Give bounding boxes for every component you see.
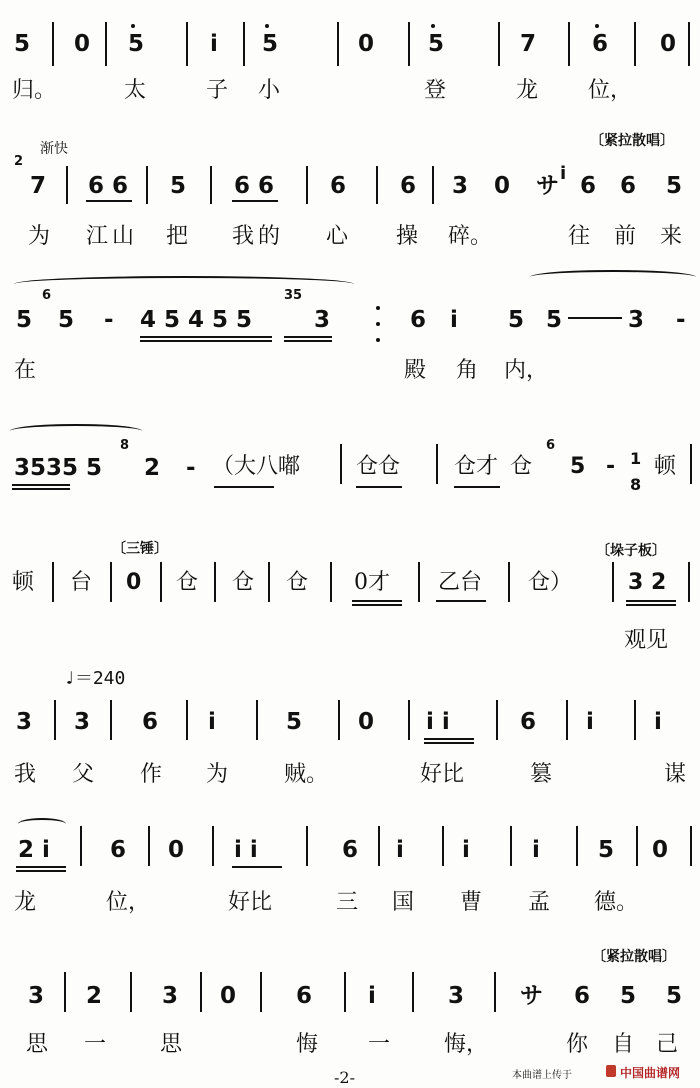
lyric: 一	[84, 1032, 107, 1057]
note: 5	[170, 173, 187, 199]
note: 6	[580, 173, 597, 199]
lyric: 德。	[594, 890, 639, 915]
lyric: 碎。	[448, 224, 493, 249]
note: 0	[126, 570, 142, 595]
lyric: 谋	[664, 762, 687, 787]
octave-dot	[431, 24, 435, 28]
section-mark: 〔紧拉散唱〕	[592, 949, 676, 965]
note: サ	[536, 173, 559, 199]
note: -	[186, 455, 196, 481]
beam	[356, 486, 402, 488]
barline	[442, 826, 444, 866]
note: i i	[426, 709, 450, 735]
grace-note: 2	[14, 154, 24, 169]
beam	[626, 600, 676, 602]
note: 5	[16, 307, 33, 333]
notation-row-3	[0, 304, 700, 336]
barline	[186, 700, 188, 740]
percussion-text: 仓	[176, 570, 199, 595]
lyric: 一	[368, 1032, 391, 1057]
barline	[566, 700, 568, 740]
barline	[160, 562, 162, 602]
lyric-row-6	[0, 760, 700, 790]
note: 6	[296, 983, 313, 1009]
note: 5	[428, 31, 445, 57]
barline	[148, 826, 150, 866]
barline	[80, 826, 82, 866]
note: i i	[234, 837, 258, 863]
beam	[232, 866, 282, 868]
notation-row-8	[0, 980, 700, 1012]
beam	[12, 488, 70, 490]
note: 0	[74, 31, 91, 57]
note: 7	[520, 31, 537, 57]
lyric: 归。	[12, 78, 57, 103]
beam	[12, 484, 70, 486]
percussion-text: 顿	[654, 454, 677, 479]
lyric: 的	[258, 224, 281, 249]
barline	[330, 562, 332, 602]
lyric: 我	[14, 762, 37, 787]
note: 5	[262, 31, 279, 57]
lyric: 三	[336, 890, 359, 915]
beam	[424, 742, 474, 744]
note: 6	[574, 983, 591, 1009]
lyric: 国	[392, 890, 415, 915]
note: 0	[652, 837, 669, 863]
repeat-dot	[376, 306, 380, 310]
lyric: 贼。	[284, 762, 329, 787]
note: i	[462, 837, 470, 863]
lyric: 自	[612, 1032, 635, 1057]
barline	[510, 826, 512, 866]
lyric: 登	[424, 78, 447, 103]
barline	[634, 700, 636, 740]
grace-note: 35	[284, 288, 303, 303]
lyric: 思	[26, 1032, 49, 1057]
barline	[260, 972, 262, 1012]
tempo-marking: ♩＝240	[64, 668, 126, 689]
note: 5	[546, 307, 563, 333]
beam	[140, 336, 272, 338]
lyric-row-8	[0, 1030, 700, 1060]
barline	[110, 562, 112, 602]
barline	[408, 22, 410, 66]
note: i	[654, 709, 662, 735]
barline	[576, 826, 578, 866]
beam	[86, 200, 132, 202]
octave-dot	[131, 24, 135, 28]
percussion-text: 顿	[12, 570, 35, 595]
section-mark: 〔垛子板〕	[596, 543, 666, 559]
note: 0	[358, 709, 375, 735]
note: 5	[666, 173, 683, 199]
note: 5	[58, 307, 75, 333]
lyric: 我	[232, 224, 255, 249]
beam	[454, 486, 500, 488]
barline	[636, 826, 638, 866]
lyric: 往	[568, 224, 591, 249]
barline	[412, 972, 414, 1012]
note: 0	[494, 173, 511, 199]
note: 5	[570, 454, 586, 479]
lyric-row-1	[0, 76, 700, 106]
note: 6	[410, 307, 427, 333]
tempo-mark: 渐快	[40, 141, 68, 157]
barline	[436, 444, 438, 484]
note: -	[606, 454, 616, 479]
barline	[340, 444, 342, 484]
lyric: 为	[28, 224, 51, 249]
beam	[214, 486, 274, 488]
percussion-text: 仓仓	[356, 454, 401, 479]
phrase-slur	[530, 270, 696, 284]
grace-note: 6	[546, 438, 556, 453]
fraction-denominator: 8	[630, 475, 642, 494]
beam	[284, 336, 332, 338]
note: 0	[358, 31, 375, 57]
note: 5	[286, 709, 303, 735]
lyric: 己	[656, 1032, 679, 1057]
lyric: 观见	[624, 628, 669, 653]
percussion-text: 仓）	[528, 570, 573, 595]
barline	[214, 562, 216, 602]
lyric: 作	[140, 762, 163, 787]
note: 2 i	[18, 837, 50, 863]
beam	[352, 604, 402, 606]
phrase-slur	[18, 818, 66, 830]
note: 6 6	[234, 173, 275, 199]
note: 6	[620, 173, 637, 199]
note: i	[210, 31, 218, 57]
lyric: 角	[456, 358, 479, 383]
barline	[52, 562, 54, 602]
barline	[338, 700, 340, 740]
lyric: 江	[86, 224, 109, 249]
beam	[16, 866, 66, 868]
lyric: 殿	[404, 358, 427, 383]
note: サ	[520, 983, 543, 1009]
barline	[210, 166, 212, 204]
percussion-row-4	[0, 449, 700, 494]
lyric-row-2	[0, 222, 700, 252]
note: 3	[628, 307, 645, 333]
note: 3	[28, 983, 45, 1009]
tie-dash	[568, 317, 622, 319]
site-logo-icon	[606, 1065, 616, 1077]
note: i	[208, 709, 216, 735]
barline	[690, 444, 692, 484]
barline	[200, 972, 202, 1012]
barline	[688, 22, 690, 66]
grace-note: 6	[42, 288, 52, 303]
barline	[54, 700, 56, 740]
note: i	[368, 983, 376, 1009]
barline	[256, 700, 258, 740]
lyric: 好比	[228, 890, 273, 915]
lyric-row-3	[0, 356, 700, 386]
beam	[16, 870, 66, 872]
barline	[688, 562, 690, 602]
note: 6	[342, 837, 359, 863]
note: 0	[660, 31, 677, 57]
note: 0	[220, 983, 237, 1009]
upload-note: 本曲谱上传于	[512, 1070, 572, 1081]
section-mark: 〔紧拉散唱〕	[590, 133, 674, 149]
barline	[496, 700, 498, 740]
percussion-text: 乙台	[438, 570, 483, 595]
note: 2	[86, 983, 103, 1009]
lyric: 悔	[296, 1032, 319, 1057]
note: 0	[168, 837, 185, 863]
note: 5	[508, 307, 525, 333]
beam	[284, 340, 332, 342]
note: 4 5 4 5 5	[140, 307, 253, 333]
barline	[612, 562, 614, 602]
lyric: 把	[166, 224, 189, 249]
note: 6	[400, 173, 417, 199]
lyric: 为	[206, 762, 229, 787]
beam	[352, 600, 402, 602]
note: 6	[592, 31, 609, 57]
site-name[interactable]: 中国曲谱网	[620, 1066, 681, 1080]
lyric-row-7	[0, 888, 700, 918]
notation-row-2	[0, 163, 700, 202]
note: 5	[86, 455, 103, 481]
note: i	[396, 837, 404, 863]
barline	[64, 972, 66, 1012]
note: 3 2	[628, 570, 667, 595]
percussion-text: 仓	[286, 570, 309, 595]
barline	[378, 826, 380, 866]
lyric: 子	[206, 78, 229, 103]
note: 5	[128, 31, 145, 57]
note: 7	[30, 173, 47, 199]
barline	[494, 972, 496, 1012]
lyric: 来	[660, 224, 683, 249]
beam	[626, 604, 676, 606]
repeat-dot	[376, 322, 380, 326]
barline	[186, 22, 188, 66]
notation-row-6	[0, 706, 700, 738]
note: 6	[142, 709, 159, 735]
percussion-text: 仓	[232, 570, 255, 595]
beam	[424, 738, 474, 740]
lyric: 在	[14, 358, 37, 383]
note: 2	[144, 455, 161, 481]
lyric: 前	[614, 224, 637, 249]
note: i	[450, 307, 458, 333]
note: 3	[162, 983, 179, 1009]
lyric: 你	[566, 1032, 589, 1057]
barline	[498, 22, 500, 66]
lyric: 龙	[516, 78, 539, 103]
lyric: 太	[124, 78, 147, 103]
lyric: 操	[396, 224, 419, 249]
grace-note: i	[560, 163, 567, 184]
barline	[408, 700, 410, 740]
barline	[105, 22, 107, 66]
barline	[690, 826, 692, 866]
note: 5	[14, 31, 31, 57]
note: -	[104, 307, 114, 333]
barline	[268, 562, 270, 602]
lyric: 篡	[530, 762, 553, 787]
note: 6	[110, 837, 127, 863]
percussion-text: （大八嘟	[212, 454, 301, 479]
note: 6	[520, 709, 537, 735]
note: 3	[452, 173, 469, 199]
lyric: 小	[258, 78, 281, 103]
barline	[634, 22, 636, 66]
barline	[306, 166, 308, 204]
percussion-text: 仓才	[454, 454, 499, 479]
note: i	[532, 837, 540, 863]
percussion-row-5	[0, 568, 700, 598]
lyric: 山	[112, 224, 135, 249]
note: i	[586, 709, 594, 735]
note: 3535	[14, 455, 79, 481]
lyric: 孟	[528, 890, 551, 915]
barline	[212, 826, 214, 866]
barline	[344, 972, 346, 1012]
lyric: 悔，	[444, 1032, 489, 1057]
lyric: 曹	[460, 890, 483, 915]
barline	[418, 562, 420, 602]
lyric: 位，	[588, 78, 633, 103]
percussion-text: 台	[70, 570, 93, 595]
barline	[66, 166, 68, 204]
barline	[130, 972, 132, 1012]
note: 3	[16, 709, 33, 735]
lyric-row-5	[0, 626, 700, 656]
lyric: 父	[72, 762, 95, 787]
beam	[140, 340, 272, 342]
percussion-text: 0才	[354, 570, 390, 595]
repeat-dot	[376, 338, 380, 342]
barline	[243, 22, 245, 66]
grace-note: 8	[120, 438, 130, 453]
note: 3	[448, 983, 465, 1009]
note: 1	[630, 449, 642, 468]
barline	[508, 562, 510, 602]
section-mark: 〔三锤〕	[112, 541, 168, 557]
beam	[436, 600, 486, 602]
barline	[337, 22, 339, 66]
barline	[432, 166, 434, 204]
note: 3	[74, 709, 91, 735]
barline	[376, 166, 378, 204]
note: -	[676, 307, 686, 333]
notation-row-7	[0, 834, 700, 866]
beam	[232, 200, 278, 202]
page-number: -2-	[334, 1068, 355, 1087]
barline	[52, 22, 54, 66]
lyric: 龙	[14, 890, 37, 915]
phrase-slur	[14, 276, 354, 292]
lyric: 位，	[106, 890, 151, 915]
barline	[306, 826, 308, 866]
phrase-slur	[10, 424, 142, 438]
note: 3	[314, 307, 331, 333]
note: 5	[620, 983, 637, 1009]
lyric: 内，	[504, 358, 549, 383]
lyric: 心	[326, 224, 349, 249]
barline	[146, 166, 148, 204]
note: 5	[666, 983, 683, 1009]
barline	[110, 700, 112, 740]
note: 6	[330, 173, 347, 199]
percussion-text: 仓	[510, 454, 533, 479]
note: 5	[598, 837, 615, 863]
note: 6 6	[88, 173, 129, 199]
octave-dot	[595, 24, 599, 28]
lyric: 好比	[420, 762, 465, 787]
barline	[568, 22, 570, 66]
lyric: 思	[160, 1032, 183, 1057]
octave-dot	[265, 24, 269, 28]
